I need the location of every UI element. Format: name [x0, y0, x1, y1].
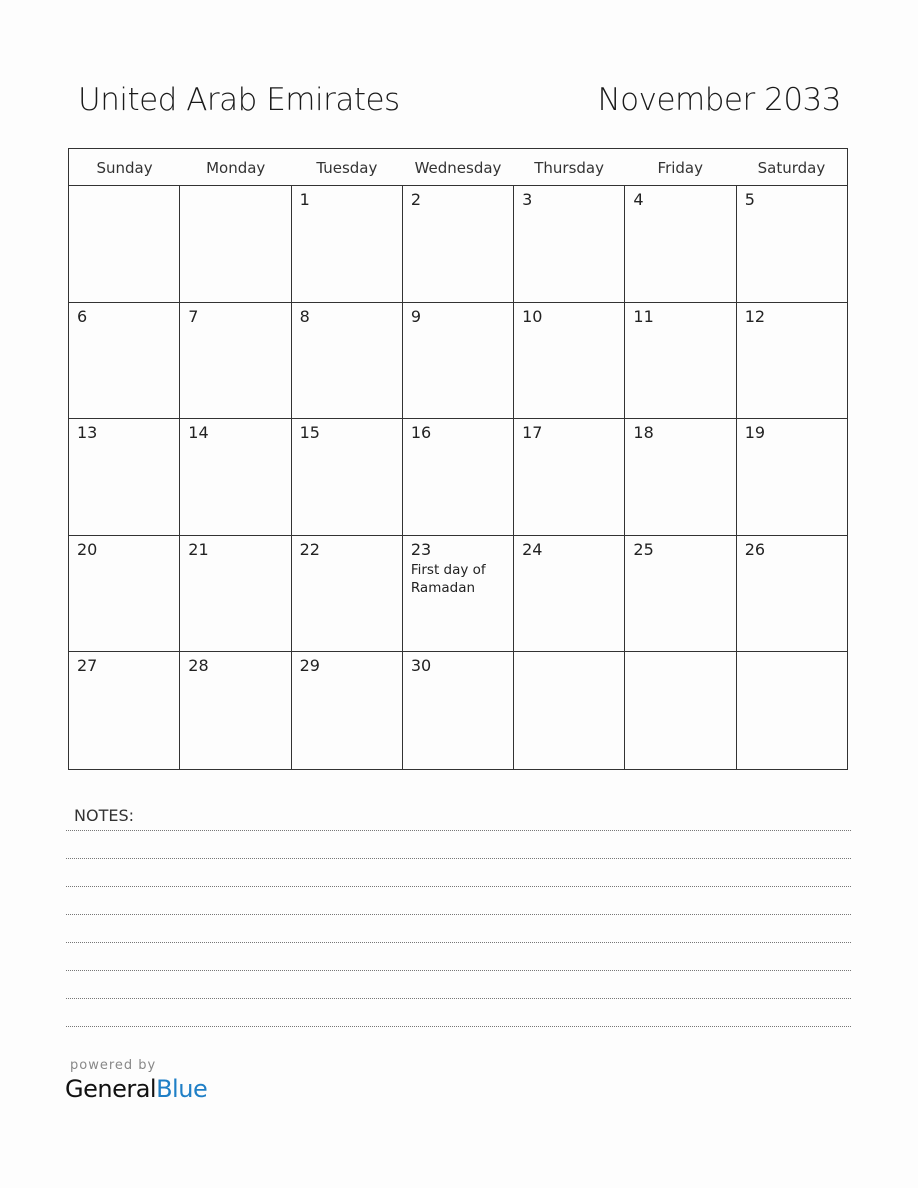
day-number: 17: [522, 423, 543, 442]
day-cell[interactable]: [737, 419, 847, 535]
day-cell[interactable]: [180, 186, 291, 302]
day-cell[interactable]: [69, 186, 180, 302]
day-cell[interactable]: [403, 536, 514, 652]
notes-line: [66, 858, 851, 859]
day-cell[interactable]: [69, 536, 180, 652]
calendar-grid: [68, 148, 848, 770]
day-cell[interactable]: [403, 186, 514, 302]
day-cell[interactable]: [514, 652, 625, 769]
day-number: 3: [522, 190, 533, 209]
week-row: [69, 536, 847, 653]
day-cell[interactable]: [625, 419, 736, 535]
day-number: 14: [188, 423, 209, 442]
day-cell[interactable]: [737, 303, 847, 419]
weekday-sunday: Sunday: [96, 159, 153, 177]
day-cell[interactable]: [625, 536, 736, 652]
day-number: 7: [188, 306, 199, 326]
day-number: 13: [77, 423, 98, 442]
notes-line: [66, 970, 851, 971]
day-cell[interactable]: [292, 186, 403, 302]
day-cell[interactable]: [69, 652, 180, 769]
day-number: 2: [410, 190, 422, 209]
weekday-wednesday: Wednesday: [414, 159, 502, 177]
notes-line: [66, 914, 851, 915]
day-cell[interactable]: [180, 652, 291, 769]
weekday-thursday: Thursday: [534, 159, 604, 177]
day-cell[interactable]: [292, 652, 403, 769]
day-number: 9: [410, 306, 422, 326]
day-cell[interactable]: [514, 303, 625, 419]
logo-blue: Blue: [156, 1075, 208, 1103]
day-cell[interactable]: [180, 303, 291, 419]
generalblue-logo: [65, 1075, 207, 1103]
day-number: 24: [522, 539, 543, 559]
day-cell[interactable]: [514, 536, 625, 652]
day-number: 25: [633, 539, 654, 559]
notes-line: [66, 886, 851, 887]
day-number: 1: [299, 190, 310, 209]
weekday-friday: Friday: [657, 159, 703, 177]
powered-by-text: powered by: [70, 1058, 157, 1073]
day-cell[interactable]: [69, 419, 180, 535]
notes-line: [66, 942, 851, 943]
day-cell[interactable]: [514, 186, 625, 302]
day-cell[interactable]: [737, 536, 847, 652]
day-cell[interactable]: [180, 536, 291, 652]
day-number: 29: [299, 656, 320, 675]
day-cell[interactable]: [403, 419, 514, 535]
day-cell[interactable]: [403, 652, 514, 769]
day-number: 22: [299, 539, 320, 559]
month-title: November 2033: [597, 82, 841, 118]
day-cell[interactable]: [292, 419, 403, 535]
day-number: 20: [77, 539, 98, 559]
day-number: 23: [410, 539, 432, 559]
day-cell[interactable]: [737, 186, 847, 302]
notes-line: [66, 830, 851, 831]
day-number: 26: [744, 539, 766, 559]
day-number: 4: [633, 190, 644, 209]
day-number: 27: [77, 656, 98, 675]
day-number: 5: [744, 190, 755, 209]
day-cell[interactable]: [737, 652, 847, 769]
day-number: 16: [410, 423, 432, 442]
notes-label: NOTES:: [74, 806, 134, 825]
week-row: [69, 652, 847, 769]
weekday-tuesday: Tuesday: [316, 159, 378, 177]
day-number: 18: [633, 423, 654, 442]
day-number: 10: [522, 306, 543, 326]
day-cell[interactable]: [180, 419, 291, 535]
day-cell[interactable]: [625, 186, 736, 302]
notes-line: [66, 998, 851, 999]
day-number: 21: [188, 539, 209, 559]
country-title: United Arab Emirates: [78, 82, 400, 118]
day-number: 30: [410, 656, 432, 675]
weekday-header: [69, 149, 847, 186]
holiday-event: First day of Ramadan: [410, 561, 486, 596]
day-cell[interactable]: [69, 303, 180, 419]
logo-general: General: [65, 1075, 157, 1103]
weekday-monday: Monday: [206, 159, 266, 177]
day-number: 12: [744, 306, 766, 326]
day-number: 15: [299, 423, 320, 442]
day-cell[interactable]: [403, 303, 514, 419]
week-row: [69, 303, 847, 420]
day-number: 19: [744, 423, 766, 442]
weekday-saturday: Saturday: [757, 159, 826, 177]
day-cell[interactable]: [292, 536, 403, 652]
day-number: 11: [633, 306, 654, 326]
day-cell[interactable]: [625, 652, 736, 769]
week-row: [69, 186, 847, 303]
day-cell[interactable]: [625, 303, 736, 419]
day-cell[interactable]: [514, 419, 625, 535]
notes-line: [66, 1026, 851, 1027]
week-row: [69, 419, 847, 536]
day-number: 8: [299, 306, 310, 326]
day-cell[interactable]: [292, 303, 403, 419]
day-number: 6: [77, 306, 88, 326]
day-number: 28: [188, 656, 209, 675]
